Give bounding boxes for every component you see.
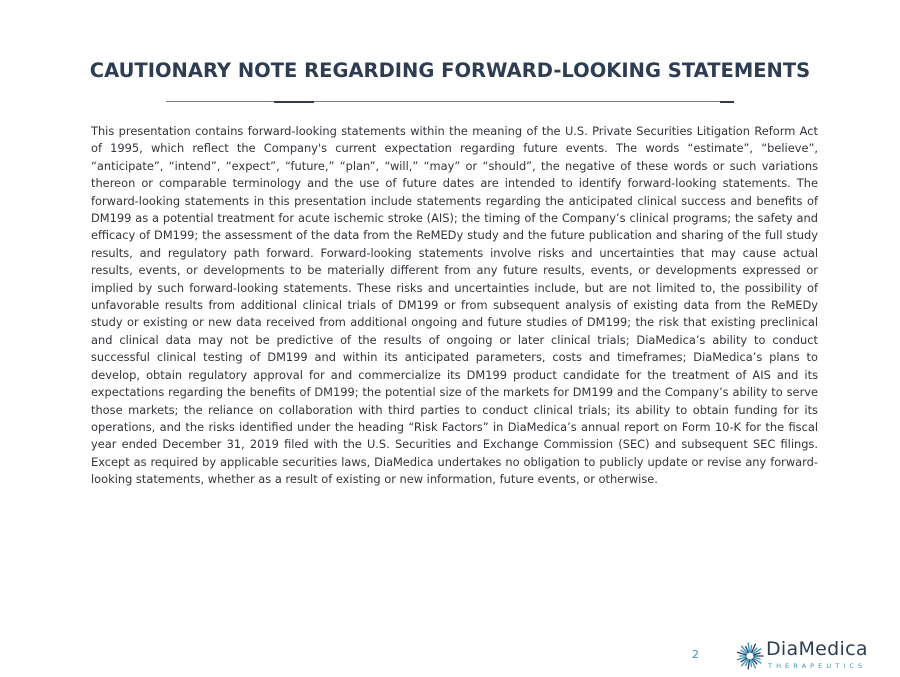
company-logo	[736, 638, 866, 674]
logo-subtitle: THERAPEUTICS	[768, 662, 867, 670]
logo-name: DiaMedica	[766, 638, 868, 660]
title-divider	[166, 101, 734, 102]
page-number: 2	[692, 648, 699, 661]
title-divider-accent-right	[720, 101, 734, 103]
disclaimer-body: This presentation contains forward-looking statements within the meaning of the U.S. Private Securities Litigation Reform Act of 1995, which reflect the Company's current expectation regarding future events. The words “estimate”, “believe”, “anticipate”, “intend”, “expect”, “future,” “plan”, “will,” “may” or “should”, the negative of these words or such variations thereon or comparable terminology and the use of future dates are intended to identify forward-looking statements. The forward-looking statements in this presentation include statements regarding the anticipated clinical success and benefits of DM199 as a potential treatment for acute ischemic stroke (AIS); the timing of the Company’s clinical programs; the safety and efficacy of DM199; the assessment of the data from the ReMEDy study and the future publication and sharing of the full study results, and regulatory path forward. Forward-looking statements involve risks and uncertainties that may cause actual results, events, or developments to be materially different from any future results, events, or developments expressed or implied by such forward-looking statements. These risks and uncertainties include, but are not limited to, the possibility of unfavorable results from additional clinical trials of DM199 or from subsequent analysis of existing data from the ReMEDy study or existing or new data received from additional ongoing and future studies of DM199; the risk that existing preclinical and clinical data may not be predictive of the results of ongoing or later clinical trials; DiaMedica’s ability to conduct successful clinical testing of DM199 and within its anticipated parameters, costs and timeframes; DiaMedica’s plans to develop, obtain regulatory approval for and commercialize its DM199 product candidate for the treatment of AIS and its expectations regarding the benefits of DM199; the potential size of the markets for DM199 and the Company’s ability to serve those markets; the reliance on collaboration with third parties to conduct clinical trials; its ability to obtain funding for its operations, and the risks identified under the heading “Risk Factors” in DiaMedica’s annual report on Form 10-K for the fiscal year ended December 31, 2019 filed with the U.S. Securities and Exchange Commission (SEC) and subsequent SEC filings. Except as required by applicable securities laws, DiaMedica undertakes no obligation to publicly update or revise any forward-looking statements, whether as a result of existing or new information, future events, or otherwise.	[91, 124, 818, 487]
radiating-starburst-icon	[736, 642, 764, 670]
slide-title: CAUTIONARY NOTE REGARDING FORWARD-LOOKING STATEMENTS	[89, 59, 811, 82]
title-divider-accent-left	[274, 101, 314, 103]
